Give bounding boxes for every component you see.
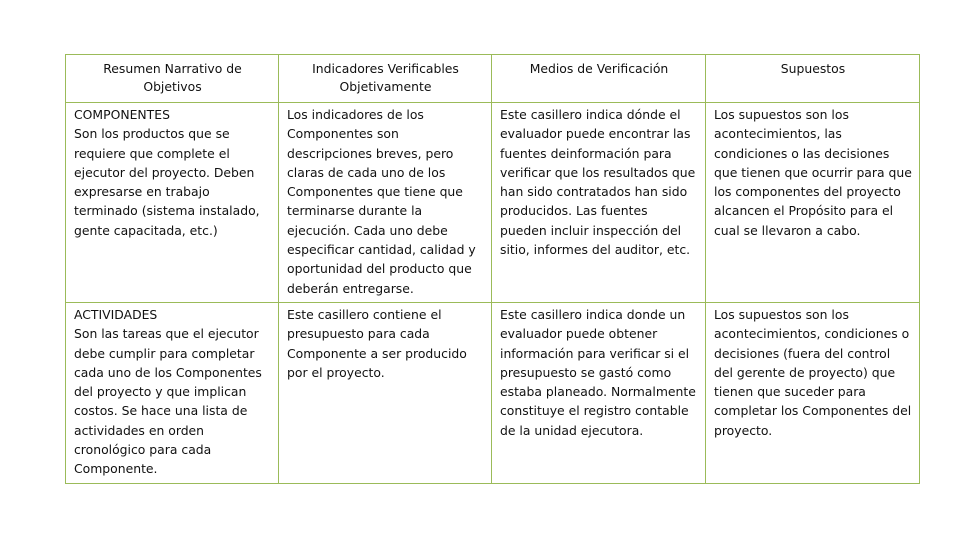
actividades-indicadores-cell: Este casillero contiene el presupuesto para cada Componente a ser producido por el proyecto.	[279, 302, 492, 483]
actividades-label: ACTIVIDADES	[74, 306, 158, 322]
actividades-supuestos-cell: Los supuestos son los acontecimientos, condiciones o decisiones (fuera del control del gerente de proyecto) que tienen que suceder para completar los Componentes del proyecto.	[706, 302, 920, 483]
actividades-resumen-text: Son las tareas que el ejecutor debe cumplir para completar cada uno de los Componentes del proyecto y que implican costos. Se hace una lista de actividades en orden cronológico para cada Componente.	[74, 326, 262, 477]
table-row-componentes	[66, 103, 920, 303]
header-resumen-narrativo: Resumen Narrativo de Objetivos	[66, 55, 279, 103]
componentes-medios-cell: Este casillero indica dónde el evaluador puede encontrar las fuentes deinformación para verificar que los resultados que han sido contratados han sido producidos. Las fuentes pueden incluir inspección del sitio, informes del auditor, etc.	[492, 103, 706, 303]
componentes-label: COMPONENTES	[74, 107, 170, 122]
header-supuestos: Supuestos	[706, 55, 920, 103]
header-row	[66, 55, 920, 103]
actividades-medios-cell: Este casillero indica donde un evaluador puede obtener información para verificar si el presupuesto se gastó como estaba planeado. Normalmente constituye el registro contable de la unidad ejecutora.	[492, 302, 706, 483]
actividades-resumen-cell	[66, 302, 279, 483]
componentes-indicadores-cell: Los indicadores de los Componentes son descripciones breves, pero claras de cada uno de los Componentes que tiene que terminarse durante la ejecución. Cada uno debe especificar cantidad, calidad y oportunidad del producto que deberán entregarse.	[279, 103, 492, 303]
componentes-resumen-cell	[66, 103, 279, 303]
componentes-supuestos-cell: Los supuestos son los acontecimientos, las condiciones o las decisiones que tienen que ocurrir para que los componentes del proyecto alcancen el Propósito para el cual se llevaron a cabo.	[706, 103, 920, 303]
componentes-resumen-text: Son los productos que se requiere que complete el ejecutor del proyecto. Deben expresarse en trabajo terminado (sistema instalado, gente capacitada, etc.)	[74, 126, 260, 238]
header-medios-verificacion: Medios de Verificación	[492, 55, 706, 103]
logical-framework-table	[65, 54, 920, 484]
header-indicadores: Indicadores Verificables Objetivamente	[279, 55, 492, 103]
table-row-actividades	[66, 302, 920, 483]
